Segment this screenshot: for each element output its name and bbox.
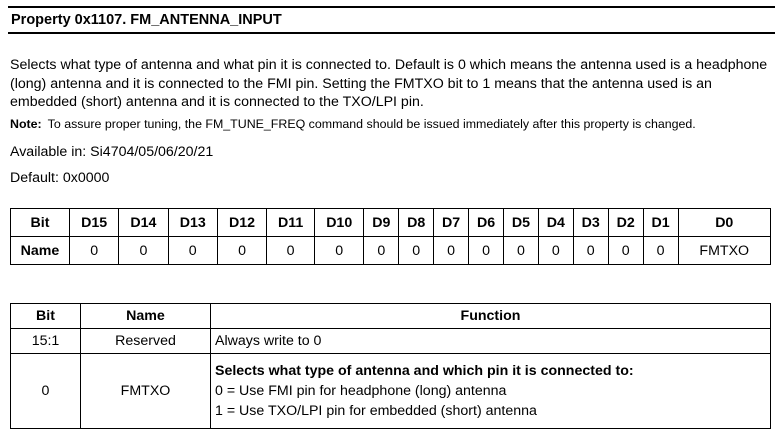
bit-row-label: Bit bbox=[11, 209, 70, 237]
bit-cell: D15 bbox=[70, 209, 119, 237]
function-title: Selects what type of antenna and which pin it is connected to: bbox=[215, 363, 634, 379]
name-row-label: Name bbox=[11, 237, 70, 265]
name-cell: 0 bbox=[119, 237, 168, 265]
row-name: Reserved bbox=[81, 329, 211, 354]
row-name: FMTXO bbox=[81, 354, 211, 429]
bit-cell: D0 bbox=[678, 209, 770, 237]
bit-cell: D2 bbox=[608, 209, 643, 237]
header-name: Name bbox=[81, 304, 211, 329]
row-bit: 0 bbox=[11, 354, 81, 429]
bit-cell: D3 bbox=[573, 209, 608, 237]
function-table-header bbox=[11, 304, 771, 329]
page-title: Property 0x1107. FM_ANTENNA_INPUT bbox=[11, 12, 282, 28]
name-cell: 0 bbox=[643, 237, 678, 265]
bit-cell: D5 bbox=[503, 209, 538, 237]
name-cell: FMTXO bbox=[678, 237, 770, 265]
function-line: 1 = Use TXO/LPI pin for embedded (short) antenna bbox=[215, 403, 537, 419]
note bbox=[10, 117, 696, 131]
name-cell: 0 bbox=[70, 237, 119, 265]
function-table bbox=[10, 303, 771, 429]
bit-cell: D9 bbox=[364, 209, 399, 237]
default-value: Default: 0x0000 bbox=[10, 170, 110, 186]
bit-cell: D4 bbox=[538, 209, 573, 237]
row-function bbox=[211, 354, 771, 429]
name-cell: 0 bbox=[168, 237, 217, 265]
bit-cell: D11 bbox=[267, 209, 315, 237]
name-cell: 0 bbox=[608, 237, 643, 265]
bit-cell: D10 bbox=[315, 209, 364, 237]
header-function: Function bbox=[211, 304, 771, 329]
name-cell: 0 bbox=[217, 237, 266, 265]
bit-row bbox=[11, 209, 771, 237]
description-paragraph: Selects what type of antenna and what pin it is connected to. Default is 0 which means the antenna used is a headphone (long) antenna and it is connected to the FMI pin. Setting the FMTXO bit to 1 means that the antenna used is an embedded (short) antenna and it is connected to the TXO/LPI pin. bbox=[10, 57, 768, 110]
property-header bbox=[8, 6, 775, 34]
table-row bbox=[11, 354, 771, 429]
bit-cell: D12 bbox=[217, 209, 266, 237]
function-line: 0 = Use FMI pin for headphone (long) antenna bbox=[215, 383, 507, 399]
note-label: Note: bbox=[10, 117, 42, 131]
header-bit: Bit bbox=[11, 304, 81, 329]
bit-cell: D6 bbox=[469, 209, 504, 237]
name-cell: 0 bbox=[399, 237, 434, 265]
name-cell: 0 bbox=[503, 237, 538, 265]
name-cell: 0 bbox=[573, 237, 608, 265]
name-cell: 0 bbox=[469, 237, 504, 265]
name-cell: 0 bbox=[315, 237, 364, 265]
name-row bbox=[11, 237, 771, 265]
row-bit: 15:1 bbox=[11, 329, 81, 354]
bit-layout-table bbox=[10, 208, 771, 265]
bit-cell: D7 bbox=[434, 209, 469, 237]
bit-cell: D1 bbox=[643, 209, 678, 237]
bit-cell: D14 bbox=[119, 209, 168, 237]
bit-cell: D8 bbox=[399, 209, 434, 237]
bit-cell: D13 bbox=[168, 209, 217, 237]
name-cell: 0 bbox=[364, 237, 399, 265]
name-cell: 0 bbox=[538, 237, 573, 265]
name-cell: 0 bbox=[434, 237, 469, 265]
available-in: Available in: Si4704/05/06/20/21 bbox=[10, 144, 214, 160]
row-function: Always write to 0 bbox=[211, 329, 771, 354]
table-row bbox=[11, 329, 771, 354]
note-text: To assure proper tuning, the FM_TUNE_FREQ command should be issued immediately after this property is changed. bbox=[47, 117, 696, 131]
name-cell: 0 bbox=[267, 237, 315, 265]
